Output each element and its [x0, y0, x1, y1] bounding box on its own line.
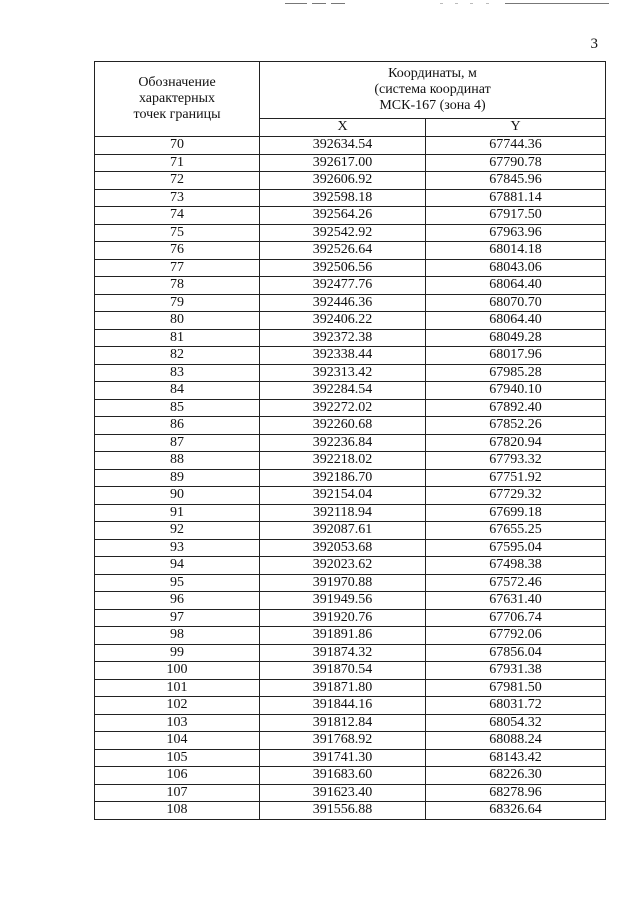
point-id-cell: 90: [95, 487, 260, 505]
y-coordinate-cell: 67820.94: [426, 434, 606, 452]
table-row: [95, 574, 606, 592]
table-row: [95, 644, 606, 662]
point-id-cell: 81: [95, 329, 260, 347]
point-id-cell: 89: [95, 469, 260, 487]
point-id-cell: 76: [95, 242, 260, 260]
table-row: [95, 242, 606, 260]
y-coordinate-cell: 68049.28: [426, 329, 606, 347]
scan-line-top-left: [285, 3, 307, 4]
x-coordinate-cell: 391874.32: [260, 644, 426, 662]
x-coordinate-cell: 392372.38: [260, 329, 426, 347]
x-coordinate-cell: 391768.92: [260, 732, 426, 750]
point-id-cell: 71: [95, 154, 260, 172]
point-id-cell: 102: [95, 697, 260, 715]
coordinates-table: [94, 61, 606, 820]
point-id-cell: 86: [95, 417, 260, 435]
x-coordinate-cell: 392542.92: [260, 224, 426, 242]
header-x: X: [260, 118, 426, 136]
y-coordinate-cell: 67751.92: [426, 469, 606, 487]
y-coordinate-cell: 68031.72: [426, 697, 606, 715]
x-coordinate-cell: 392313.42: [260, 364, 426, 382]
x-coordinate-cell: 392338.44: [260, 347, 426, 365]
y-coordinate-cell: 68278.96: [426, 784, 606, 802]
table-row: [95, 697, 606, 715]
y-coordinate-cell: 68017.96: [426, 347, 606, 365]
x-coordinate-cell: 392260.68: [260, 417, 426, 435]
header-designation-line: точек границы: [133, 107, 221, 122]
y-coordinate-cell: 68143.42: [426, 749, 606, 767]
x-coordinate-cell: 391741.30: [260, 749, 426, 767]
point-id-cell: 95: [95, 574, 260, 592]
table-row: [95, 312, 606, 330]
y-coordinate-cell: 68088.24: [426, 732, 606, 750]
y-coordinate-cell: 68070.70: [426, 294, 606, 312]
point-id-cell: 106: [95, 767, 260, 785]
y-coordinate-cell: 67963.96: [426, 224, 606, 242]
point-id-cell: 85: [95, 399, 260, 417]
point-id-cell: 83: [95, 364, 260, 382]
y-coordinate-cell: 67498.38: [426, 557, 606, 575]
table-row: [95, 679, 606, 697]
x-coordinate-cell: 392087.61: [260, 522, 426, 540]
x-coordinate-cell: 392564.26: [260, 207, 426, 225]
y-coordinate-cell: 67790.78: [426, 154, 606, 172]
point-id-cell: 88: [95, 452, 260, 470]
y-coordinate-cell: 67940.10: [426, 382, 606, 400]
point-id-cell: 84: [95, 382, 260, 400]
x-coordinate-cell: 392526.64: [260, 242, 426, 260]
table-row: [95, 329, 606, 347]
table-row: [95, 294, 606, 312]
y-coordinate-cell: 68054.32: [426, 714, 606, 732]
table-row: [95, 277, 606, 295]
header-y: Y: [426, 118, 606, 136]
point-id-cell: 100: [95, 662, 260, 680]
header-coordinates-line: (система координат: [374, 81, 491, 97]
x-coordinate-cell: 392154.04: [260, 487, 426, 505]
scan-line-top-left-2: [312, 3, 326, 4]
point-id-cell: 92: [95, 522, 260, 540]
x-coordinate-cell: 391949.56: [260, 592, 426, 610]
point-id-cell: 98: [95, 627, 260, 645]
table-row: [95, 347, 606, 365]
x-coordinate-cell: 391970.88: [260, 574, 426, 592]
table-row: [95, 189, 606, 207]
table-row: [95, 452, 606, 470]
y-coordinate-cell: 68226.30: [426, 767, 606, 785]
x-coordinate-cell: 392186.70: [260, 469, 426, 487]
header-designation: [95, 62, 260, 137]
table-row: [95, 154, 606, 172]
table-row: [95, 434, 606, 452]
table-row: [95, 207, 606, 225]
y-coordinate-cell: 67917.50: [426, 207, 606, 225]
y-coordinate-cell: 67595.04: [426, 539, 606, 557]
point-id-cell: 78: [95, 277, 260, 295]
header-designation-line: Обозначение: [138, 75, 216, 90]
point-id-cell: 96: [95, 592, 260, 610]
point-id-cell: 107: [95, 784, 260, 802]
point-id-cell: 73: [95, 189, 260, 207]
point-id-cell: 108: [95, 802, 260, 820]
point-id-cell: 77: [95, 259, 260, 277]
table-row: [95, 662, 606, 680]
x-coordinate-cell: 392118.94: [260, 504, 426, 522]
header-designation-line: характерных: [138, 91, 216, 106]
x-coordinate-cell: 392598.18: [260, 189, 426, 207]
x-coordinate-cell: 392477.76: [260, 277, 426, 295]
table-row: [95, 749, 606, 767]
x-coordinate-cell: 391891.86: [260, 627, 426, 645]
point-id-cell: 93: [95, 539, 260, 557]
point-id-cell: 97: [95, 609, 260, 627]
y-coordinate-cell: 67572.46: [426, 574, 606, 592]
point-id-cell: 87: [95, 434, 260, 452]
y-coordinate-cell: 68043.06: [426, 259, 606, 277]
x-coordinate-cell: 392606.92: [260, 172, 426, 190]
scan-dot: [455, 3, 458, 4]
x-coordinate-cell: 391623.40: [260, 784, 426, 802]
y-coordinate-cell: 67981.50: [426, 679, 606, 697]
point-id-cell: 104: [95, 732, 260, 750]
x-coordinate-cell: 392617.00: [260, 154, 426, 172]
x-coordinate-cell: 392272.02: [260, 399, 426, 417]
y-coordinate-cell: 68326.64: [426, 802, 606, 820]
header-coordinates-line: МСК-167 (зона 4): [379, 97, 486, 113]
scan-line-top-right: [505, 3, 609, 4]
y-coordinate-cell: 68014.18: [426, 242, 606, 260]
x-coordinate-cell: 391812.84: [260, 714, 426, 732]
x-coordinate-cell: 392236.84: [260, 434, 426, 452]
x-coordinate-cell: 392506.56: [260, 259, 426, 277]
table-row: [95, 364, 606, 382]
y-coordinate-cell: 67985.28: [426, 364, 606, 382]
y-coordinate-cell: 67856.04: [426, 644, 606, 662]
y-coordinate-cell: 67744.36: [426, 137, 606, 155]
table-row: [95, 732, 606, 750]
header-coordinates: [260, 62, 606, 119]
y-coordinate-cell: 67852.26: [426, 417, 606, 435]
x-coordinate-cell: 391844.16: [260, 697, 426, 715]
x-coordinate-cell: 392284.54: [260, 382, 426, 400]
point-id-cell: 99: [95, 644, 260, 662]
y-coordinate-cell: 67793.32: [426, 452, 606, 470]
point-id-cell: 75: [95, 224, 260, 242]
x-coordinate-cell: 392634.54: [260, 137, 426, 155]
x-coordinate-cell: 392053.68: [260, 539, 426, 557]
y-coordinate-cell: 68064.40: [426, 277, 606, 295]
table-body: [95, 137, 606, 820]
table-row: [95, 487, 606, 505]
point-id-cell: 74: [95, 207, 260, 225]
point-id-cell: 103: [95, 714, 260, 732]
point-id-cell: 70: [95, 137, 260, 155]
y-coordinate-cell: 68064.40: [426, 312, 606, 330]
point-id-cell: 91: [95, 504, 260, 522]
scan-dot: [470, 3, 473, 4]
y-coordinate-cell: 67892.40: [426, 399, 606, 417]
x-coordinate-cell: 391556.88: [260, 802, 426, 820]
table-row: [95, 784, 606, 802]
table-row: [95, 172, 606, 190]
table-row: [95, 767, 606, 785]
x-coordinate-cell: 392406.22: [260, 312, 426, 330]
table-row: [95, 417, 606, 435]
scan-dot: [486, 3, 489, 4]
y-coordinate-cell: 67845.96: [426, 172, 606, 190]
y-coordinate-cell: 67631.40: [426, 592, 606, 610]
point-id-cell: 79: [95, 294, 260, 312]
table-row: [95, 469, 606, 487]
point-id-cell: 101: [95, 679, 260, 697]
x-coordinate-cell: 391920.76: [260, 609, 426, 627]
table-row: [95, 522, 606, 540]
table-row: [95, 609, 606, 627]
x-coordinate-cell: 392023.62: [260, 557, 426, 575]
y-coordinate-cell: 67931.38: [426, 662, 606, 680]
y-coordinate-cell: 67792.06: [426, 627, 606, 645]
y-coordinate-cell: 67706.74: [426, 609, 606, 627]
table-row: [95, 259, 606, 277]
table-row: [95, 504, 606, 522]
table-row: [95, 399, 606, 417]
point-id-cell: 82: [95, 347, 260, 365]
table-row: [95, 714, 606, 732]
x-coordinate-cell: 391683.60: [260, 767, 426, 785]
y-coordinate-cell: 67699.18: [426, 504, 606, 522]
y-coordinate-cell: 67729.32: [426, 487, 606, 505]
table-row: [95, 802, 606, 820]
header-coordinates-line: Координаты, м: [388, 65, 477, 81]
table-row: [95, 539, 606, 557]
point-id-cell: 72: [95, 172, 260, 190]
x-coordinate-cell: 392446.36: [260, 294, 426, 312]
table-row: [95, 557, 606, 575]
x-coordinate-cell: 392218.02: [260, 452, 426, 470]
x-coordinate-cell: 391870.54: [260, 662, 426, 680]
x-coordinate-cell: 391871.80: [260, 679, 426, 697]
table-row: [95, 224, 606, 242]
point-id-cell: 94: [95, 557, 260, 575]
page-number: 3: [590, 36, 598, 52]
y-coordinate-cell: 67881.14: [426, 189, 606, 207]
scan-dot: [440, 3, 443, 4]
table-row: [95, 382, 606, 400]
table-row: [95, 627, 606, 645]
table-row: [95, 592, 606, 610]
scan-line-top-left-3: [331, 3, 345, 4]
table-row: [95, 137, 606, 155]
y-coordinate-cell: 67655.25: [426, 522, 606, 540]
point-id-cell: 80: [95, 312, 260, 330]
point-id-cell: 105: [95, 749, 260, 767]
